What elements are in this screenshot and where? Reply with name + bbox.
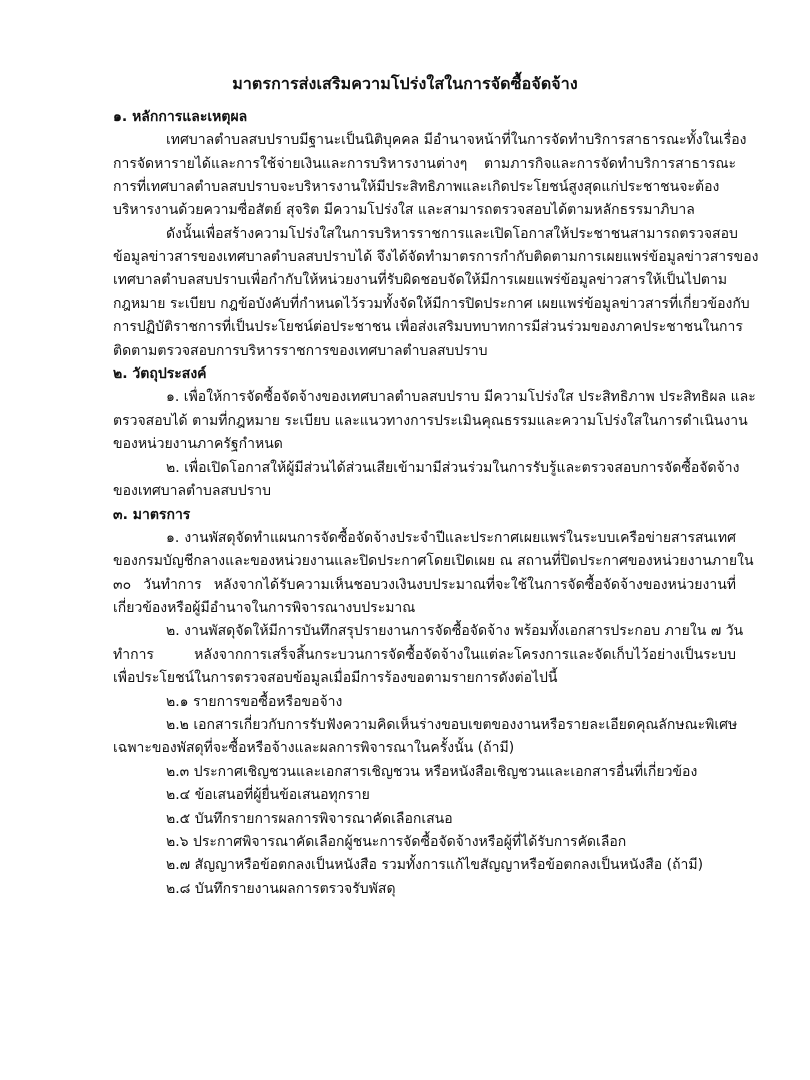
paragraph-line: เทศบาลตำบลสบปราบเพื่อกำกับให้หน่วยงานที่รับผิดชอบจัดให้มีการเผยแพร่ข้อมูลข่าวสารให้เป็นไปตาม: [113, 272, 728, 288]
section-heading-measures: ๓. มาตรการ: [113, 507, 191, 523]
paragraph-line: การปฏิบัติราชการที่เป็นประโยชน์ต่อประชาชน เพื่อส่งเสริมบทบาทการมีส่วนร่วมของภาคประชาชนในการ: [113, 319, 743, 335]
measure-subitem: เฉพาะของพัสดุที่จะซื้อหรือจ้างและผลการพิจารณาในครั้งนั้น (ถ้ามี): [113, 740, 515, 756]
page-title: มาตรการส่งเสริมความโปร่งใสในการจัดซื้อจัดจ้าง: [232, 74, 578, 93]
measure-subitem: ๒.๔ ข้อเสนอที่ผู้ยื่นข้อเสนอทุกราย: [166, 787, 370, 803]
measure-line: ๒. งานพัสดุจัดให้มีการบันทึกสรุปรายงานการจัดซื้อจัดจ้าง พร้อมทั้งเอกสารประกอบ ภายใน ๗ วัน: [166, 623, 744, 639]
paragraph-line: บริหารงานด้วยความซื่อสัตย์ สุจริต มีความโปร่งใส และสามารถตรวจสอบได้ตามหลักธรรมาภิบาล: [113, 202, 695, 218]
objective-line: ๒. เพื่อเปิดโอกาสให้ผู้มีส่วนได้ส่วนเสียเข้ามามีส่วนร่วมในการรับรู้และตรวจสอบการจัดซื้อจัดจ้าง: [166, 460, 740, 476]
measure-line: ๑. งานพัสดุจัดทำแผนการจัดซื้อจัดจ้างประจำปีและประกาศเผยแพร่ในระบบเครือข่ายสารสนเทศ: [166, 530, 736, 546]
measure-subitem: ๒.๖ ประกาศพิจารณาคัดเลือกผู้ชนะการจัดซื้อจัดจ้างหรือผู้ที่ได้รับการคัดเลือก: [166, 834, 627, 850]
measure-subitem: ๒.๕ บันทึกรายการผลการพิจารณาคัดเลือกเสนอ: [166, 811, 453, 827]
objective-line: ของเทศบาลตำบลสบปราบ: [113, 483, 272, 499]
measure-line: ทำการ หลังจากการเสร็จสิ้นกระบวนการจัดซื้อจัดจ้างในแต่ละโครงการและจัดเก็บไว้อย่างเป็นระบบ: [113, 647, 736, 663]
section-heading-objectives: ๒. วัตถุประสงค์: [113, 366, 207, 382]
measure-line: เพื่อประโยชน์ในการตรวจสอบข้อมูลเมื่อมีการร้องขอตามรายการดังต่อไปนี้: [113, 670, 558, 686]
paragraph-line: เทศบาลตำบลสบปราบมีฐานะเป็นนิติบุคคล มีอำนาจหน้าที่ในการจัดทำบริการสาธารณะทั้งในเรื่อง: [166, 132, 747, 148]
measure-subitem: ๒.๘ บันทึกรายงานผลการตรวจรับพัสดุ: [166, 881, 396, 897]
measure-line: ของกรมบัญชีกลางและของหน่วยงานและปิดประกาศโดยเปิดเผย ณ สถานที่ปิดประกาศของหน่วยงานภายใน: [113, 553, 754, 569]
paragraph-line: การที่เทศบาลตำบลสบปราบจะบริหารงานให้มีประสิทธิภาพและเกิดประโยชน์สูงสุดแก่ประชาชนจะต้อง: [113, 179, 720, 195]
paragraph-line: ดังนั้นเพื่อสร้างความโปร่งใสในการบริหารราชการและเปิดโอกาสให้ประชาชนสามารถตรวจสอบ: [166, 226, 738, 242]
measure-line: เกี่ยวข้องหรือผู้มีอำนาจในการพิจารณางบประมาณ: [113, 600, 416, 616]
measure-subitem: ๒.๗ สัญญาหรือข้อตกลงเป็นหนังสือ รวมทั้งการแก้ไขสัญญาหรือข้อตกลงเป็นหนังสือ (ถ้ามี): [166, 857, 704, 873]
objective-line: ๑. เพื่อให้การจัดซื้อจัดจ้างของเทศบาลตำบลสบปราบ มีความโปร่งใส ประสิทธิภาพ ประสิทธิผล และ: [166, 389, 756, 405]
objective-line: ของหน่วยงานภาครัฐกำหนด: [113, 436, 283, 452]
paragraph-line: ข้อมูลข่าวสารของเทศบาลตำบลสบปราบได้ จึงได้จัดทำมาตรการกำกับติดตามการเผยแพร่ข้อมูลข่าวสารของ: [113, 249, 759, 265]
paragraph-line: การจัดหารายได้และการใช้จ่ายเงินและการบริหารงานต่างๆ ตามภารกิจและการจัดทำบริการสาธารณะ: [113, 156, 736, 172]
objective-line: ตรวจสอบได้ ตามที่กฎหมาย ระเบียบ และแนวทางการประเมินคุณธรรมและความโปร่งใสในการดำเนินงาน: [113, 413, 748, 429]
measure-subitem: ๒.๓ ประกาศเชิญชวนและเอกสารเชิญชวน หรือหนังสือเชิญชวนและเอกสารอื่นที่เกี่ยวข้อง: [166, 764, 698, 780]
paragraph-line: กฎหมาย ระเบียบ กฎข้อบังคับที่กำหนดไว้รวมทั้งจัดให้มีการปิดประกาศ เผยแพร่ข้อมูลข่าวสารที่เกี่ยวข้องกับ: [113, 296, 750, 312]
measure-subitem: ๒.๒ เอกสารเกี่ยวกับการรับฟังความคิดเห็นร่างขอบเขตของงานหรือรายละเอียดคุณลักษณะพิเศษ: [166, 717, 738, 733]
measure-line: ๓๐ วันทำการ หลังจากได้รับความเห็นชอบวงเงินงบประมาณที่จะใช้ในการจัดซื้อจัดจ้างของหน่วยงานที่: [113, 577, 736, 593]
section-heading-principles: ๑. หลักการและเหตุผล: [113, 109, 248, 125]
paragraph-line: ติดตามตรวจสอบการบริหารราชการของเทศบาลตำบลสบปราบ: [113, 343, 488, 359]
measure-subitem: ๒.๑ รายการขอซื้อหรือขอจ้าง: [166, 694, 343, 710]
